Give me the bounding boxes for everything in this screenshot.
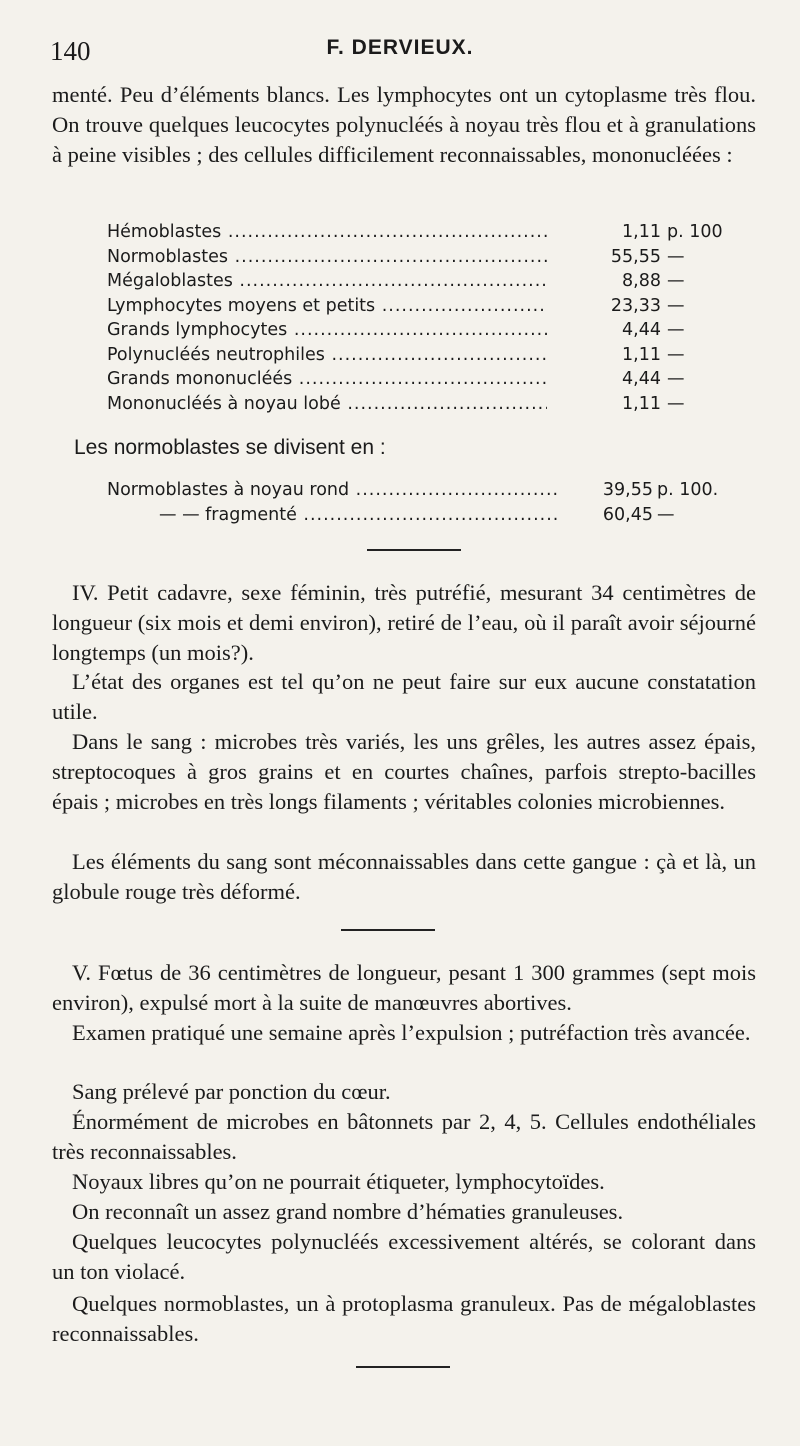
row-unit: — — [667, 369, 685, 389]
row-unit: — — [667, 271, 685, 291]
intro-paragraph: menté. Peu d’éléments blancs. Les lymphocytes ont un cytoplasme très flou. On trouve quelques leucocytes polynucléés à noyau très flou et à granulations à peine visibles ; des cellules difficilement reconnaissables, mononucléées : — [52, 82, 756, 167]
section-v-para-5: Noyaux libres qu’on ne pourrait étiqueter, lymphocytoïdes. — [72, 1169, 605, 1194]
row-unit: — — [667, 295, 685, 316]
row-label: Polynucléés neutrophiles ..... — [107, 343, 547, 368]
section-iv-para-2: L’état des organes est tel qu’on ne peut faire sur eux aucune constatation utile. — [52, 669, 756, 724]
table-row — [107, 478, 719, 503]
table-row — [107, 503, 707, 528]
table-row — [107, 294, 707, 319]
page-header — [40, 30, 760, 70]
row-unit: p. 100. — [657, 480, 719, 500]
row-value: 55,55 — [547, 245, 661, 270]
section-v-para-2: Examen pratiqué une semaine après l’expulsion ; putréfaction très avancée. — [72, 1020, 751, 1045]
row-value: 4,44 — [547, 318, 661, 343]
row-label: — — fragmenté ..... — [107, 503, 611, 528]
row-value: 1,11 — [547, 392, 661, 417]
row-value: 4,44 — [547, 367, 661, 392]
table-row — [107, 245, 707, 270]
row-value: 1,11 — [547, 343, 661, 368]
row-label: Grands mononucléés ..... — [107, 367, 547, 392]
section-divider — [356, 1366, 450, 1368]
subdivision-heading: Les normoblastes se divisent en : — [74, 436, 386, 459]
row-label: Grands lymphocytes ..... — [107, 318, 547, 343]
row-label: Normoblastes ..... — [107, 245, 547, 270]
row-unit: — — [667, 393, 685, 414]
row-unit: — — [667, 320, 685, 340]
row-value: 8,88 — [547, 269, 661, 294]
running-head: F. DERVIEUX. — [326, 36, 474, 59]
table-row — [107, 392, 707, 417]
section-v-para-1: V. Fœtus de 36 centimètres de longueur, pesant 1 300 grammes (sept mois environ), expulsé mort à la suite de manœuvres abortives. — [52, 960, 756, 1015]
row-unit: p. 100 — [667, 222, 723, 242]
table-row — [107, 343, 707, 368]
section-v-para-7: Quelques leucocytes polynucléés excessivement altérés, se colorant dans un ton violacé. — [52, 1229, 756, 1284]
section-v-para-4: Énormément de microbes en bâtonnets par 2, 4, 5. Cellules endothéliales très reconnaissables. — [52, 1109, 756, 1164]
table-row — [107, 269, 707, 294]
row-label: Mononucléés à noyau lobé ..... — [107, 392, 547, 417]
section-v-para-3: Sang prélevé par ponction du cœur. — [72, 1079, 391, 1104]
row-value: 39,55 — [559, 478, 653, 503]
row-value: 23,33 — [547, 294, 661, 319]
section-divider — [367, 549, 461, 551]
section-iv-para-1: IV. Petit cadavre, sexe féminin, très putréfié, mesurant 34 centimètres de longueur (six mois et demi environ), retiré de l’eau, où il paraît avoir séjourné longtemps (un mois?). — [52, 580, 756, 665]
section-iv-para-4: Les éléments du sang sont méconnaissables dans cette gangue : çà et là, un globule rouge très déformé. — [52, 849, 756, 904]
table-row — [107, 220, 723, 245]
row-label: Lymphocytes moyens et petits ..... — [107, 294, 547, 319]
row-unit: — — [657, 504, 675, 525]
section-iv-para-3: Dans le sang : microbes très variés, les uns grêles, les autres assez épais, streptocoques à gros grains et en courtes chaînes, parfois strepto-bacilles épais ; microbes en très longs filaments ; véritables colonies microbiennes. — [52, 729, 756, 814]
row-value: 60,45 — [559, 503, 653, 528]
section-divider — [341, 929, 435, 931]
differential-count-table — [107, 220, 723, 416]
table-row — [107, 367, 707, 392]
row-label: Mégaloblastes ..... — [107, 269, 547, 294]
row-label: Normoblastes à noyau rond ..... — [107, 478, 559, 503]
table-row — [107, 318, 707, 343]
section-v-para-8: Quelques normoblastes, un à protoplasma granuleux. Pas de mégaloblastes reconnaissables. — [52, 1291, 756, 1346]
page-number: 140 — [50, 36, 91, 66]
row-unit: — — [667, 246, 685, 267]
row-unit: — — [667, 344, 685, 365]
row-value: 1,11 — [547, 220, 661, 245]
row-label: Hémoblastes ..... — [107, 220, 547, 245]
normoblast-table — [107, 478, 719, 527]
section-v-para-6: On reconnaît un assez grand nombre d’hématies granuleuses. — [72, 1199, 624, 1224]
